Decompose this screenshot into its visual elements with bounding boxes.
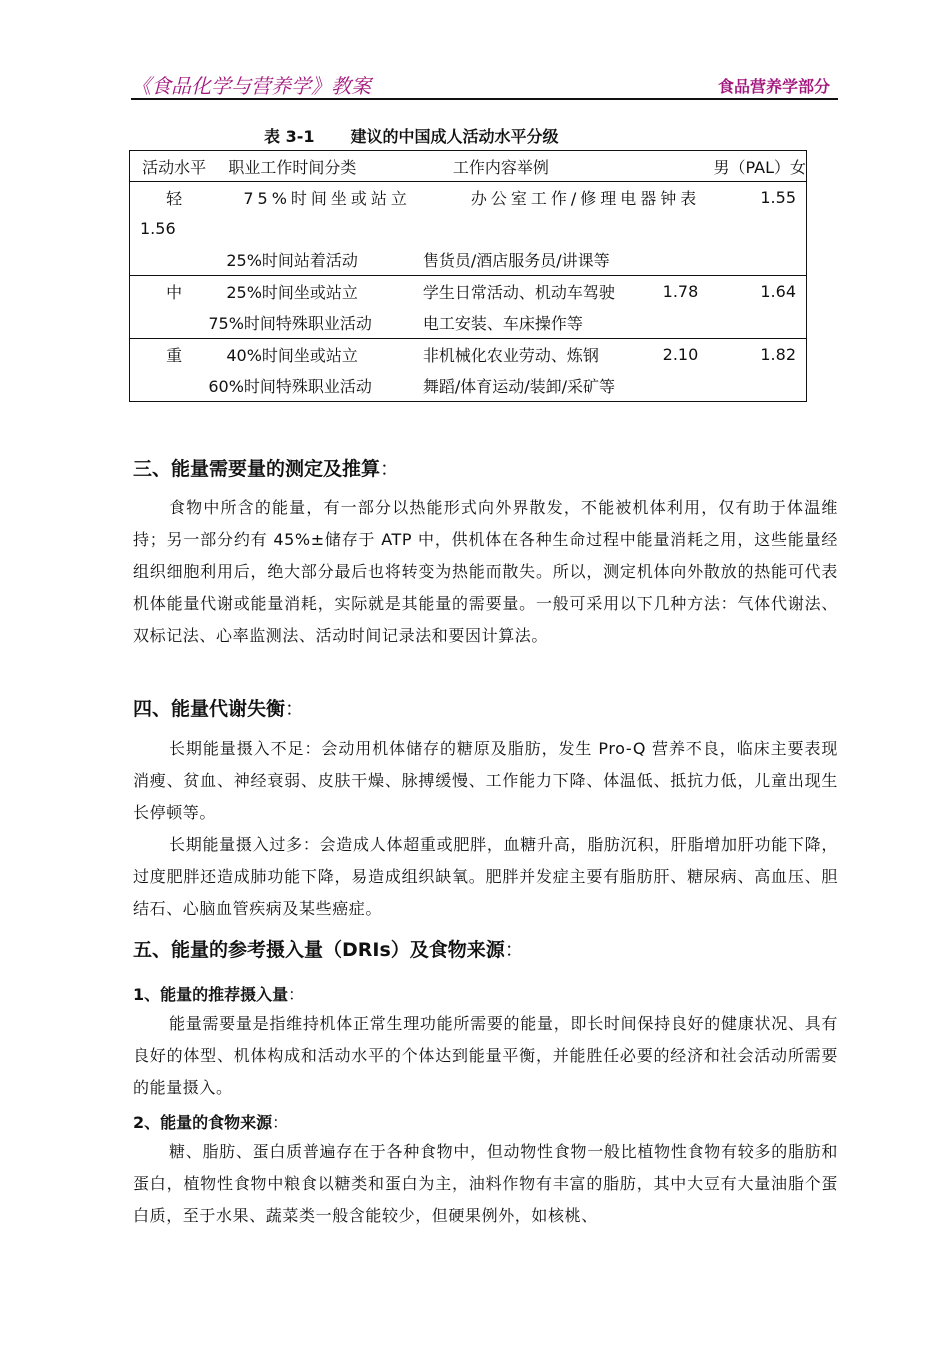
section-4-heading: 四、能量代谢失衡： (133, 698, 305, 720)
section-3-paragraph: 食物中所含的能量，有一部分以热能形式向外界散发，不能被机体利用，仅有助于体温维持；另一部分约有 45%±储存于 ATP 中，供机体在各种生命过程中能量消耗之用，这些能量经组织细胞利用后，绝大部分最后也将转变为热能而散失。所以，测定机体向外散放的热能可代表机体能量代谢或能量消耗，实际就是其能量的需要量。一般可采用以下几种方法：气体代谢法、双标记法、心率监测法、活动时间记录法和要因计算法。 (133, 498, 838, 645)
section-5-2-heading: 2、能量的食物来源： (133, 1113, 289, 1132)
table-number: 表 3-1 (264, 127, 315, 146)
row-female-pal: 1.56 (140, 219, 176, 238)
header-course-title: 《食品化学与营养学》教案 (131, 74, 371, 98)
table-row (130, 339, 807, 371)
row-example-2: 电工安装、车床操作等 (423, 307, 807, 339)
row-time-2: 60%时间特殊职业活动 (218, 370, 422, 402)
row-time-1: 25%时间坐或站立 (226, 283, 358, 302)
row-male-pal: 1.78 (662, 282, 699, 301)
row-example-2: 舞蹈/体育运动/装卸/采矿等 (423, 370, 807, 402)
table-row-sub (130, 370, 807, 402)
header-section-name: 食品营养学部分 (717, 77, 830, 96)
row-level: 中 (166, 283, 183, 302)
page-header (131, 70, 838, 100)
table-row-sub (130, 244, 807, 276)
row-female-pal: 1.82 (760, 345, 796, 364)
row-time-2: 25%时间站着活动 (218, 244, 422, 276)
table-header-row (130, 151, 807, 182)
row-time-1: 40%时间坐或站立 (226, 346, 358, 365)
table-row (130, 182, 807, 214)
table-row-wrap (130, 213, 807, 244)
section-4-paragraph-1: 长期能量摄入不足：会动用机体储存的糖原及脂肪，发生 Pro-Q 营养不良，临床主要表现消瘦、贫血、神经衰弱、皮肤干燥、脉搏缓慢、工作能力下降、体温低、抵抗力低，儿童出现生长停顿等。 (133, 739, 838, 822)
table-title: 建议的中国成人活动水平分级 (350, 127, 559, 146)
header-time-category: 职业工作时间分类 (218, 151, 422, 182)
row-female-pal: 1.64 (760, 282, 796, 301)
header-activity-level: 活动水平 (130, 151, 219, 182)
row-level: 重 (166, 346, 183, 365)
row-example-1: 办公室工作/修理电器钟表 (470, 189, 701, 208)
table-row-sub (130, 307, 807, 339)
activity-level-table (129, 150, 807, 402)
row-level: 轻 (166, 189, 183, 208)
header-pal: 男（PAL）女 (663, 151, 807, 182)
table-row (130, 276, 807, 308)
section-5-1-paragraph: 能量需要量是指维持机体正常生理功能所需要的能量，即长时间保持良好的健康状况、具有良好的体型、机体构成和活动水平的个体达到能量平衡，并能胜任必要的经济和社会活动所需要的能量摄入。 (133, 1014, 838, 1097)
row-male-pal: 1.55 (760, 188, 796, 207)
table-caption (264, 124, 559, 147)
row-example-2: 售货员/酒店服务员/讲课等 (423, 244, 807, 276)
row-male-pal: 2.10 (662, 345, 699, 364)
row-time-1: 75%时间坐或站立 (243, 189, 411, 208)
section-3-heading: 三、能量需要量的测定及推算： (133, 458, 400, 480)
row-example-1: 学生日常活动、机动车驾驶 (422, 283, 615, 302)
row-example-1: 非机械化农业劳动、炼钢 (422, 346, 599, 365)
row-time-2: 75%时间特殊职业活动 (218, 307, 422, 339)
section-5-heading: 五、能量的参考摄入量（DRIs）及食物来源： (133, 939, 524, 961)
section-5-2-paragraph: 糖、脂肪、蛋白质普遍存在于各种食物中，但动物性食物一般比植物性食物有较多的脂肪和蛋白，植物性食物中粮食以糖类和蛋白为主，油料作物有丰富的脂肪，其中大豆有大量油脂个蛋白质，至于水果、蔬菜类一般含能较少，但硬果例外，如核桃、 (133, 1142, 838, 1225)
header-work-example: 工作内容举例 (423, 151, 663, 182)
section-4-paragraph-2: 长期能量摄入过多：会造成人体超重或肥胖，血糖升高，脂肪沉积，肝脂增加肝功能下降，过度肥胖还造成肺功能下降，易造成组织缺氧。肥胖并发症主要有脂肪肝、糖尿病、高血压、胆结石、心脑血管疾病及某些癌症。 (133, 835, 838, 918)
section-5-1-heading: 1、能量的推荐摄入量： (133, 985, 305, 1004)
